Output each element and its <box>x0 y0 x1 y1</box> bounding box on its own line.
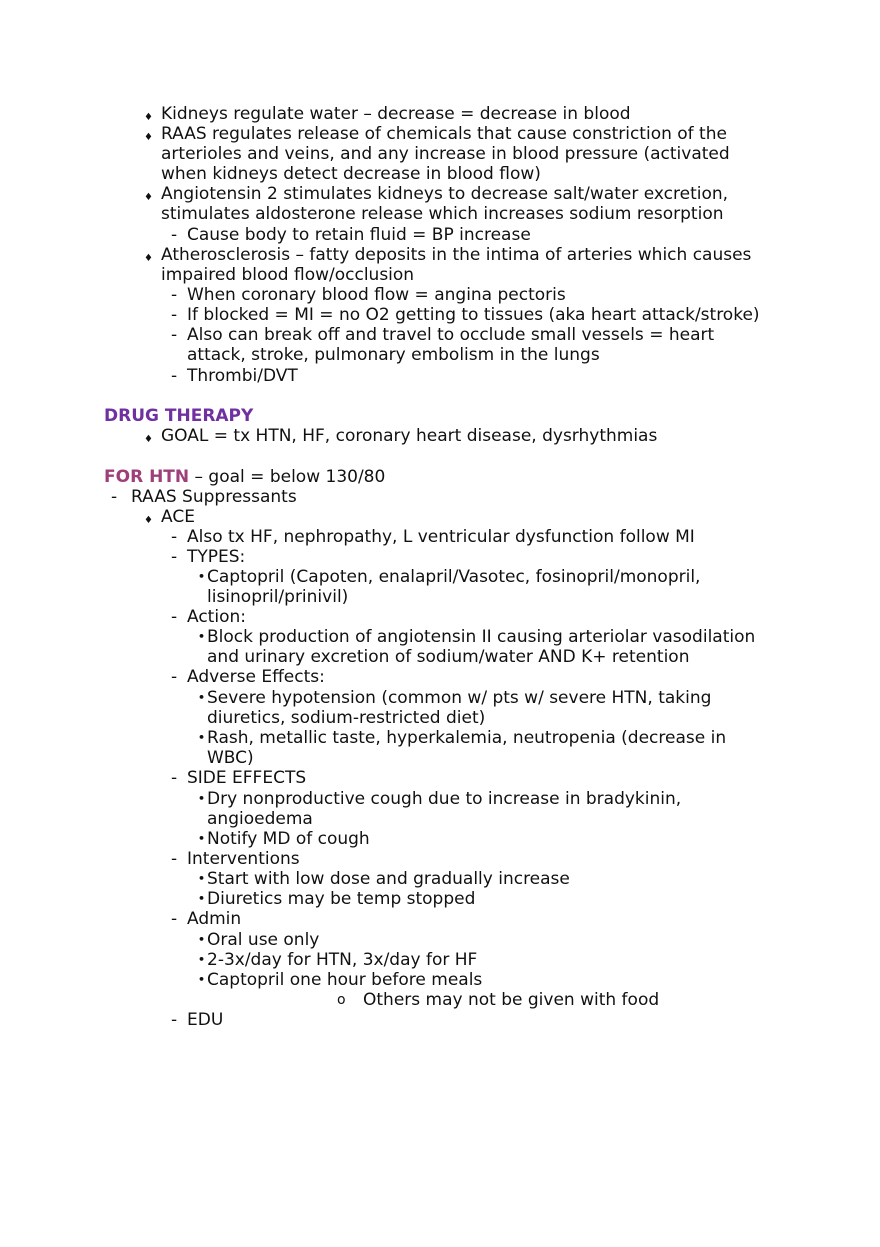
dot-bullet-icon: • <box>198 973 206 986</box>
sub-break-off-line1: Also can break off and travel to occlude small vessels = heart <box>187 325 715 345</box>
bullet-raas-line2: arterioles and veins, and any increase in blood pressure (activated <box>161 144 730 164</box>
types-captopril-line2: lisinopril/prinivil) <box>207 587 349 607</box>
adverse-hypotension-line1: Severe hypotension (common w/ pts w/ severe HTN, taking <box>207 688 712 708</box>
dot-bullet-icon: • <box>198 731 206 744</box>
drug-therapy-goal: GOAL = tx HTN, HF, coronary heart disease, dysrhythmias <box>161 426 658 446</box>
dash-marker: - <box>171 909 178 929</box>
dot-bullet-icon: • <box>198 953 206 966</box>
action-block-line2: and urinary excretion of sodium/water AND K+ retention <box>207 647 690 667</box>
diamond-bullet-icon: ♦ <box>144 132 153 143</box>
dot-bullet-icon: • <box>198 792 206 805</box>
dash-marker: - <box>171 285 178 305</box>
adverse-rash-line1: Rash, metallic taste, hyperkalemia, neutropenia (decrease in <box>207 728 727 748</box>
drug-therapy-heading: DRUG THERAPY <box>104 406 254 426</box>
bullet-atherosclerosis-line2: impaired blood flow/occlusion <box>161 265 415 285</box>
side-cough-line1: Dry nonproductive cough due to increase in bradykinin, <box>207 789 682 809</box>
int-diuretics: Diuretics may be temp stopped <box>207 889 476 909</box>
ace-side-effects-label: SIDE EFFECTS <box>187 768 307 788</box>
raas-suppressants: RAAS Suppressants <box>131 487 297 507</box>
diamond-bullet-icon: ♦ <box>144 253 153 264</box>
dot-bullet-icon: • <box>198 892 206 905</box>
bullet-raas-line1: RAAS regulates release of chemicals that cause constriction of the <box>161 124 727 144</box>
ace-adverse-label: Adverse Effects: <box>187 667 325 687</box>
dot-bullet-icon: • <box>198 691 206 704</box>
bullet-angiotensin-line2: stimulates aldosterone release which increases sodium resorption <box>161 204 724 224</box>
types-captopril-line1: Captopril (Capoten, enalapril/Vasotec, fosinopril/monopril, <box>207 567 701 587</box>
diamond-bullet-icon: ♦ <box>144 434 153 445</box>
dash-marker: - <box>171 527 178 547</box>
for-htn-heading-line <box>104 467 385 487</box>
ace-also-tx: Also tx HF, nephropathy, L ventricular dysfunction follow MI <box>187 527 695 547</box>
dash-marker: - <box>111 487 118 507</box>
diamond-bullet-icon: ♦ <box>144 192 153 203</box>
dash-marker: - <box>171 325 178 345</box>
circle-bullet-icon: o <box>337 992 346 1008</box>
sub-angina: When coronary blood flow = angina pectoris <box>187 285 566 305</box>
ace-types-label: TYPES: <box>187 547 246 567</box>
dot-bullet-icon: • <box>198 933 206 946</box>
admin-others-with-food: Others may not be given with food <box>363 990 660 1010</box>
ace-label: ACE <box>161 507 195 527</box>
ace-action-label: Action: <box>187 607 246 627</box>
admin-frequency: 2-3x/day for HTN, 3x/day for HF <box>207 950 478 970</box>
dash-marker: - <box>171 1010 178 1030</box>
dash-marker: - <box>171 366 178 386</box>
admin-captopril-timing: Captopril one hour before meals <box>207 970 483 990</box>
diamond-bullet-icon: ♦ <box>144 112 153 123</box>
side-notify-md: Notify MD of cough <box>207 829 370 849</box>
side-cough-line2: angioedema <box>207 809 313 829</box>
sub-thrombi: Thrombi/DVT <box>187 366 298 386</box>
bullet-kidneys: Kidneys regulate water – decrease = decrease in blood <box>161 104 631 124</box>
dot-bullet-icon: • <box>198 832 206 845</box>
sub-retain-fluid: Cause body to retain fluid = BP increase <box>187 225 531 245</box>
ace-edu-label: EDU <box>187 1010 224 1030</box>
dash-marker: - <box>171 768 178 788</box>
diamond-bullet-icon: ♦ <box>144 515 153 526</box>
for-htn-goal: – goal = below 130/80 <box>189 467 386 487</box>
int-low-dose: Start with low dose and gradually increase <box>207 869 570 889</box>
dash-marker: - <box>171 667 178 687</box>
bullet-raas-line3: when kidneys detect decrease in blood flow) <box>161 164 541 184</box>
bullet-atherosclerosis-line1: Atherosclerosis – fatty deposits in the intima of arteries which causes <box>161 245 752 265</box>
ace-interventions-label: Interventions <box>187 849 300 869</box>
dot-bullet-icon: • <box>198 872 206 885</box>
dash-marker: - <box>171 305 178 325</box>
dash-marker: - <box>171 225 178 245</box>
dash-marker: - <box>171 607 178 627</box>
sub-break-off-line2: attack, stroke, pulmonary embolism in the lungs <box>187 345 600 365</box>
action-block-line1: Block production of angiotensin II causing arteriolar vasodilation <box>207 627 756 647</box>
adverse-hypotension-line2: diuretics, sodium-restricted diet) <box>207 708 486 728</box>
for-htn-heading: FOR HTN <box>104 467 190 487</box>
ace-admin-label: Admin <box>187 909 242 929</box>
dash-marker: - <box>171 849 178 869</box>
adverse-rash-line2: WBC) <box>207 748 254 768</box>
sub-mi: If blocked = MI = no O2 getting to tissues (aka heart attack/stroke) <box>187 305 760 325</box>
dot-bullet-icon: • <box>198 570 206 583</box>
bullet-angiotensin-line1: Angiotensin 2 stimulates kidneys to decrease salt/water excretion, <box>161 184 729 204</box>
dot-bullet-icon: • <box>198 630 206 643</box>
dash-marker: - <box>171 547 178 567</box>
admin-oral: Oral use only <box>207 930 320 950</box>
